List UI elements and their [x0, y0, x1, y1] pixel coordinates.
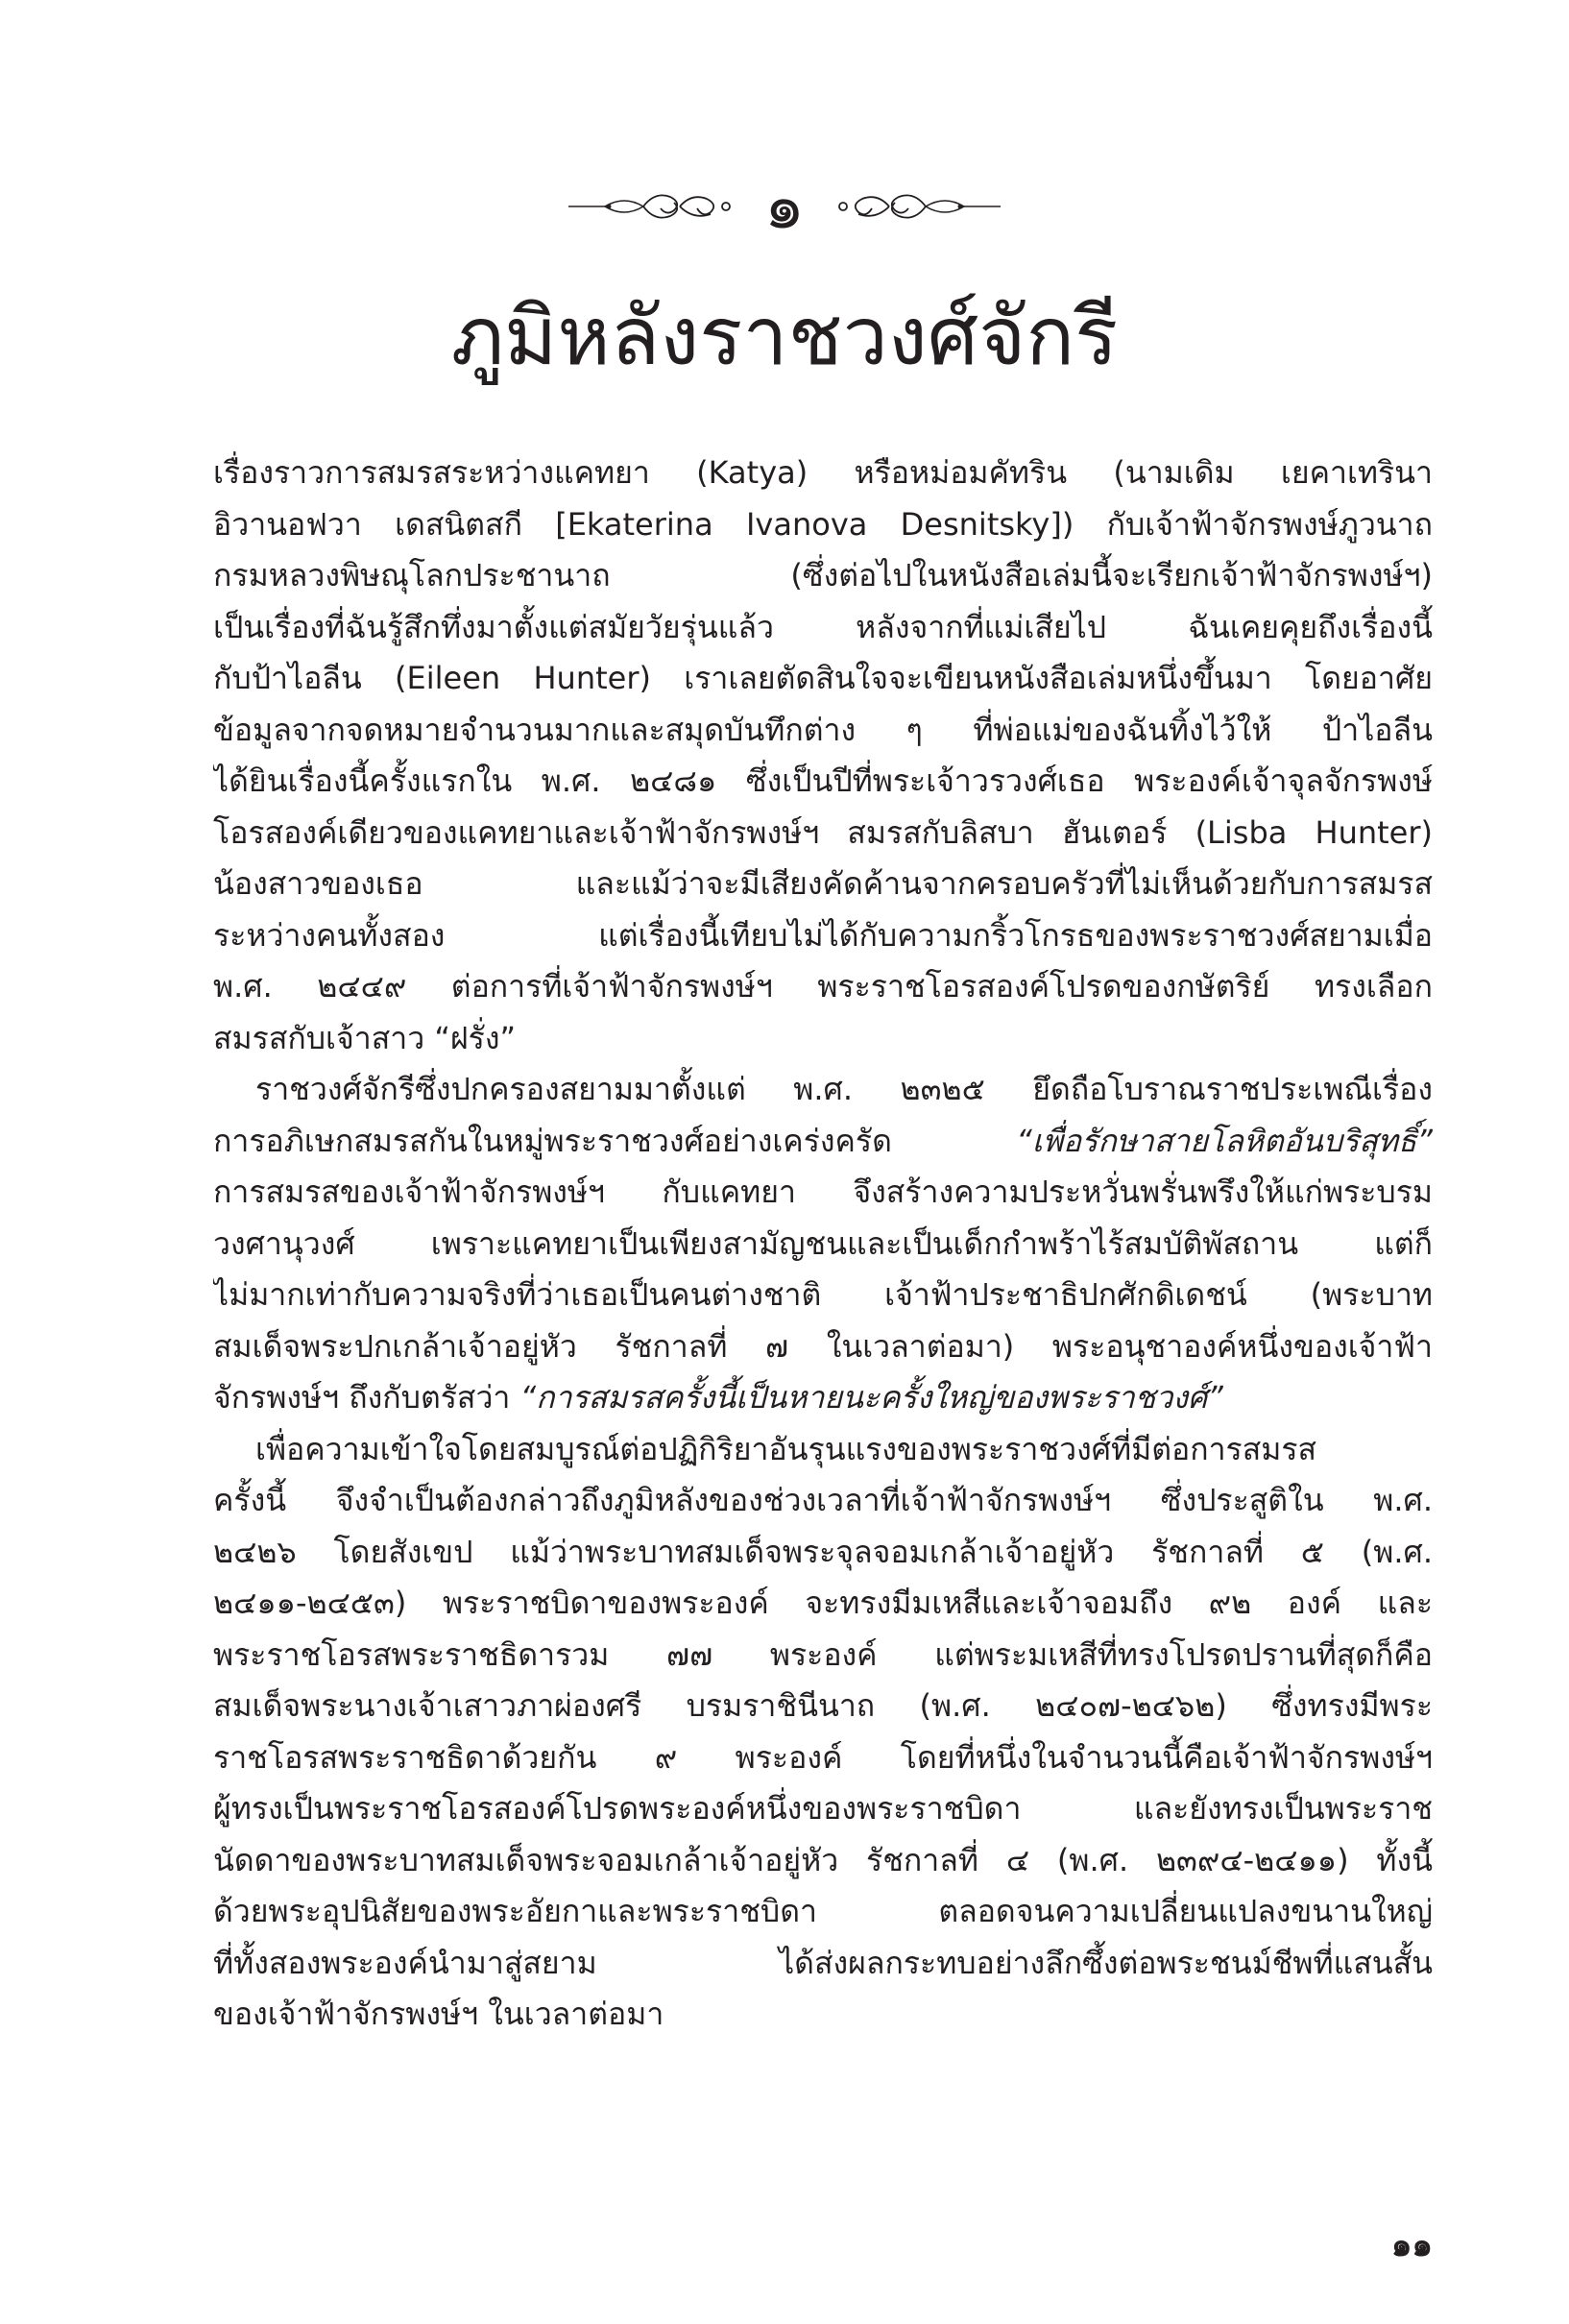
text-line: ระหว่างคนทั้งสอง แต่เรื่องนี้เทียบไม่ได้กับความกริ้วโกรธของพระราชวงศ์สยามเมื่อ [213, 916, 1433, 954]
text-line: กับป้าไอลีน (Eileen Hunter) เราเลยตัดสินใจจะเขียนหนังสือเล่มหนึ่งขึ้นมา โดยอาศัย [213, 660, 1433, 696]
text-segment: จักรพงษ์ฯ ถึงกับตรัสว่า [213, 1379, 520, 1416]
text-line: พระราชโอรสพระราชธิดารวม ๗๗ พระองค์ แต่พระมเหสีที่ทรงโปรดปรานที่สุดก็คือ [213, 1635, 1433, 1673]
text-line: ราชโอรสพระราชธิดาด้วยกัน ๙ พระองค์ โดยที่หนึ่งในจำนวนนี้คือเจ้าฟ้าจักรพงษ์ฯ [213, 1738, 1433, 1776]
text-segment: การอภิเษกสมรสกันในหมู่พระราชวงศ์อย่างเคร่งครัด [213, 1122, 1017, 1159]
text-line: น้องสาวของเธอ และแม้ว่าจะมีเสียงคัดค้านจากครอบครัวที่ไม่เห็นด้วยกับการสมรส [213, 865, 1433, 902]
text-line: ผู้ทรงเป็นพระราชโอรสองค์โปรดพระองค์หนึ่งของพระราชบิดา และยังทรงเป็นพระราช [213, 1790, 1433, 1827]
text-line: พ.ศ. ๒๔๔๙ ต่อการที่เจ้าฟ้าจักรพงษ์ฯ พระราชโอรสองค์โปรดของกษัตริย์ ทรงเลือก [213, 968, 1433, 1005]
chapter-number: ๑ [764, 169, 805, 243]
text-line: เพื่อความเข้าใจโดยสมบูรณ์ต่อปฏิกิริยาอันรุนแรงของพระราชวงศ์ที่มีต่อการสมรส [255, 1430, 1317, 1467]
right-ornament-icon [830, 187, 1002, 226]
text-line: สมเด็จพระนางเจ้าเสาวภาผ่องศรี บรมราชินีนาถ (พ.ศ. ๒๔๐๗-๒๔๖๒) ซึ่งทรงมีพระ [213, 1687, 1433, 1724]
page-number: ๑๑ [1390, 2226, 1433, 2264]
text-line: สมเด็จพระปกเกล้าเจ้าอยู่หัว รัชกาลที่ ๗ ในเวลาต่อมา) พระอนุชาองค์หนึ่งของเจ้าฟ้า [213, 1327, 1433, 1365]
chapter-title: ภูมิหลังราชวงศ์จักรี [450, 289, 1119, 383]
text-line: ที่ทั้งสองพระองค์นำมาสู่สยาม ได้ส่งผลกระทบอย่างลึกซึ้งต่อพระชนม์ชีพที่แสนสั้น [213, 1944, 1433, 1981]
text-line: ครั้งนี้ จึงจำเป็นต้องกล่าวถึงภูมิหลังของช่วงเวลาที่เจ้าฟ้าจักรพงษ์ฯ ซึ่งประสูติใน พ.ศ. [213, 1482, 1433, 1518]
text-line: วงศานุวงศ์ เพราะแคทยาเป็นเพียงสามัญชนและเป็นเด็กกำพร้าไร้สมบัติพัสถาน แต่ก็ [213, 1224, 1433, 1262]
text-line: ด้วยพระอุปนิสัยของพระอัยกาและพระราชบิดา ตลอดจนความเปลี่ยนแปลงขนานใหญ่ [213, 1893, 1433, 1929]
text-line: ข้อมูลจากจดหมายจำนวนมากและสมุดบันทึกต่าง ๆ ที่พ่อแม่ของฉันทิ้งไว้ให้ ป้าไอลีน [213, 711, 1433, 748]
text-line: ของเจ้าฟ้าจักรพงษ์ฯ ในเวลาต่อมา [213, 1996, 664, 2032]
text-line: ๒๔๑๑-๒๔๕๓) พระราชบิดาของพระองค์ จะทรงมีมเหสีและเจ้าจอมถึง ๙๒ องค์ และ [213, 1585, 1433, 1621]
royal-quote-disaster: “การสมรสครั้งนี้เป็นหายนะครั้งใหญ่ของพระราชวงศ์” [519, 1379, 1223, 1416]
text-line: ๒๔๒๖ โดยสังเขป แม้ว่าพระบาทสมเด็จพระจุลจอมเกล้าเจ้าอยู่หัว รัชกาลที่ ๕ (พ.ศ. [213, 1533, 1433, 1570]
body-text [213, 448, 1433, 2041]
royal-quote-purity: “เพื่อรักษาสายโลหิตอันบริสุทธิ์” [1016, 1122, 1433, 1159]
text-line: ได้ยินเรื่องนี้ครั้งแรกใน พ.ศ. ๒๔๘๑ ซึ่งเป็นปีที่พระเจ้าวรวงศ์เธอ พระองค์เจ้าจุลจักรพงษ์ [213, 763, 1433, 799]
text-line: สมรสกับเจ้าสาว “ฝรั่ง” [213, 1019, 517, 1056]
text-line: ไม่มากเท่ากับความจริงที่ว่าเธอเป็นคนต่างชาติ เจ้าฟ้าประชาธิปกศักดิเดชน์ (พระบาท [213, 1276, 1433, 1313]
paragraph-2 [213, 1064, 1433, 1424]
left-ornament-icon [567, 187, 739, 226]
text-line: เป็นเรื่องที่ฉันรู้สึกทึ่งมาตั้งแต่สมัยวัยรุ่นแล้ว หลังจากที่แม่เสียไป ฉันเคยคุยถึงเรื่องนี้ [213, 608, 1433, 645]
text-line: อิวานอฟวา เดสนิตสกี [Ekaterina Ivanova Desnitsky]) กับเจ้าฟ้าจักรพงษ์ภูวนาถ [213, 505, 1433, 543]
chapter-header [0, 163, 1569, 250]
paragraph-3 [213, 1424, 1433, 2041]
text-line: นัดดาของพระบาทสมเด็จพระจอมเกล้าเจ้าอยู่หัว รัชกาลที่ ๔ (พ.ศ. ๒๓๙๔-๒๔๑๑) ทั้งนี้ [213, 1841, 1433, 1878]
text-line: ราชวงศ์จักรีซึ่งปกครองสยามมาตั้งแต่ พ.ศ. ๒๓๒๕ ยึดถือโบราณราชประเพณีเรื่อง [255, 1071, 1433, 1107]
paragraph-1 [213, 448, 1433, 1064]
text-line [213, 1116, 1433, 1168]
text-line [213, 1372, 1433, 1424]
text-line: เรื่องราวการสมรสระหว่างแคทยา (Katya) หรือหม่อมคัทริน (นามเดิม เยคาเทรินา [213, 454, 1433, 491]
text-line: การสมรสของเจ้าฟ้าจักรพงษ์ฯ กับแคทยา จึงสร้างความประหวั่นพรั่นพรึงให้แก่พระบรม [213, 1174, 1433, 1210]
text-line: โอรสองค์เดียวของแคทยาและเจ้าฟ้าจักรพงษ์ฯ สมรสกับลิสบา ฮันเตอร์ (Lisba Hunter) [213, 813, 1433, 851]
text-line: กรมหลวงพิษณุโลกประชานาถ (ซึ่งต่อไปในหนังสือเล่มนี้จะเรียกเจ้าฟ้าจักรพงษ์ฯ) [213, 557, 1433, 593]
